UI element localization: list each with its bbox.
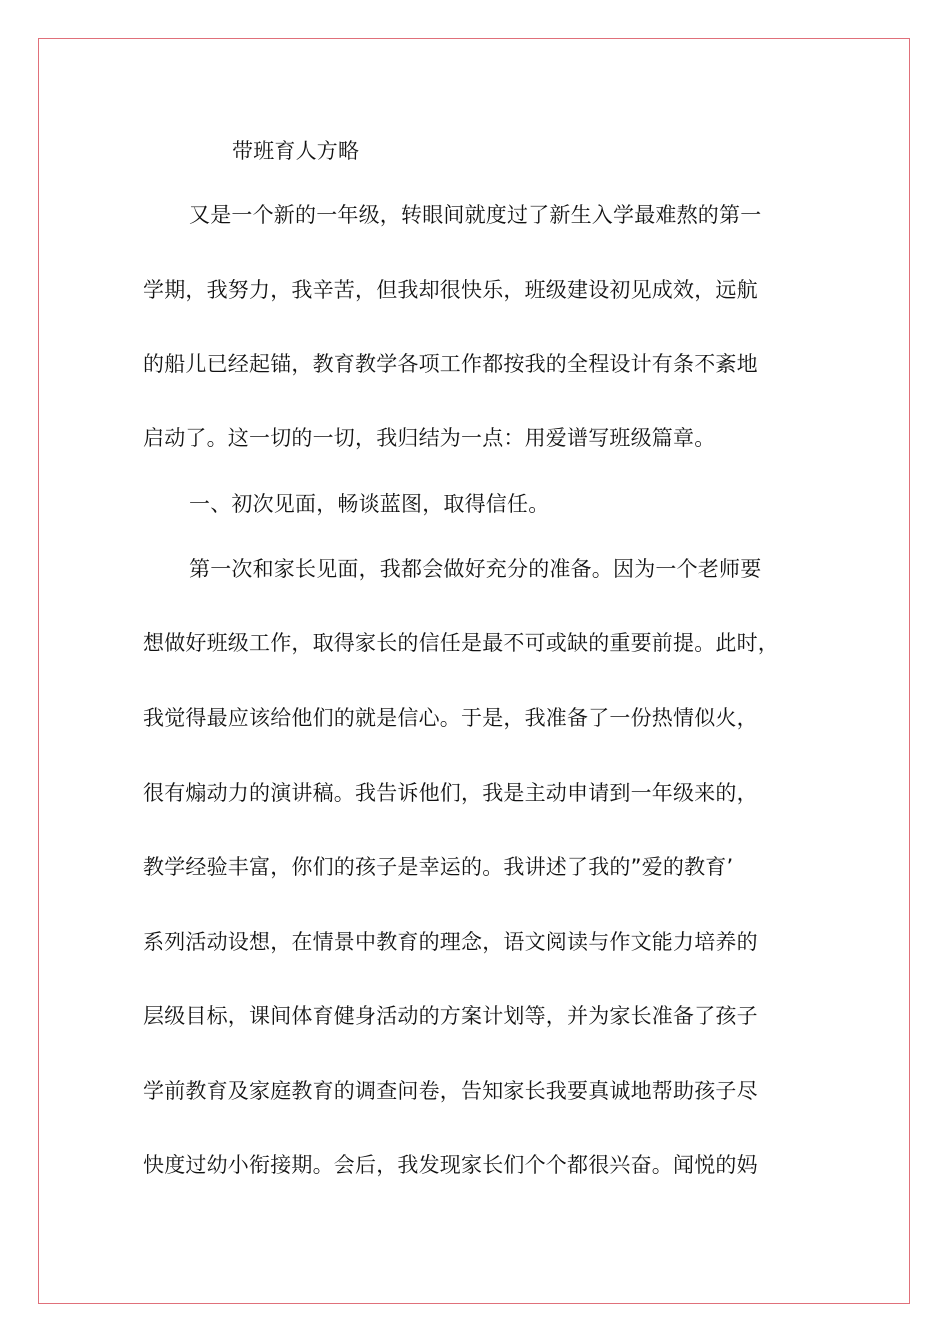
paragraph-line: 教学经验丰富，你们的孩子是幸运的。我讲述了我的”爱的教育’: [143, 855, 734, 879]
paragraph-line: 的船儿已经起锚，教育教学各项工作都按我的全程设计有条不紊地: [143, 352, 758, 376]
paragraph-line: 启动了。这一切的一切，我归结为一点：用爱谱写班级篇章。: [143, 426, 716, 450]
document-title: 带班育人方略: [232, 139, 360, 163]
paragraph-line: 又是一个新的一年级，转眼间就度过了新生入学最难熬的第一: [189, 203, 762, 227]
section-heading: 一、初次见面，畅谈蓝图，取得信任。: [189, 492, 550, 516]
paragraph-line: 想做好班级工作，取得家长的信任是最不可或缺的重要前提。此时，: [143, 631, 779, 655]
paragraph-line: 很有煽动力的演讲稿。我告诉他们，我是主动申请到一年级来的，: [143, 781, 758, 805]
paragraph-line: 学前教育及家庭教育的调查问卷，告知家长我要真诚地帮助孩子尽: [143, 1079, 758, 1103]
paragraph-line: 我觉得最应该给他们的就是信心。于是，我准备了一份热情似火，: [143, 706, 758, 730]
paragraph-line: 第一次和家长见面，我都会做好充分的准备。因为一个老师要: [189, 557, 762, 581]
paragraph-line: 层级目标，课间体育健身活动的方案计划等，并为家长准备了孩子: [143, 1004, 758, 1028]
paragraph-line: 快度过幼小衔接期。会后，我发现家长们个个都很兴奋。闻悦的妈: [143, 1153, 758, 1177]
paragraph-line: 系列活动设想，在情景中教育的理念，语文阅读与作文能力培养的: [143, 930, 758, 954]
paragraph-line: 学期，我努力，我辛苦，但我却很快乐，班级建设初见成效，远航: [143, 278, 758, 302]
